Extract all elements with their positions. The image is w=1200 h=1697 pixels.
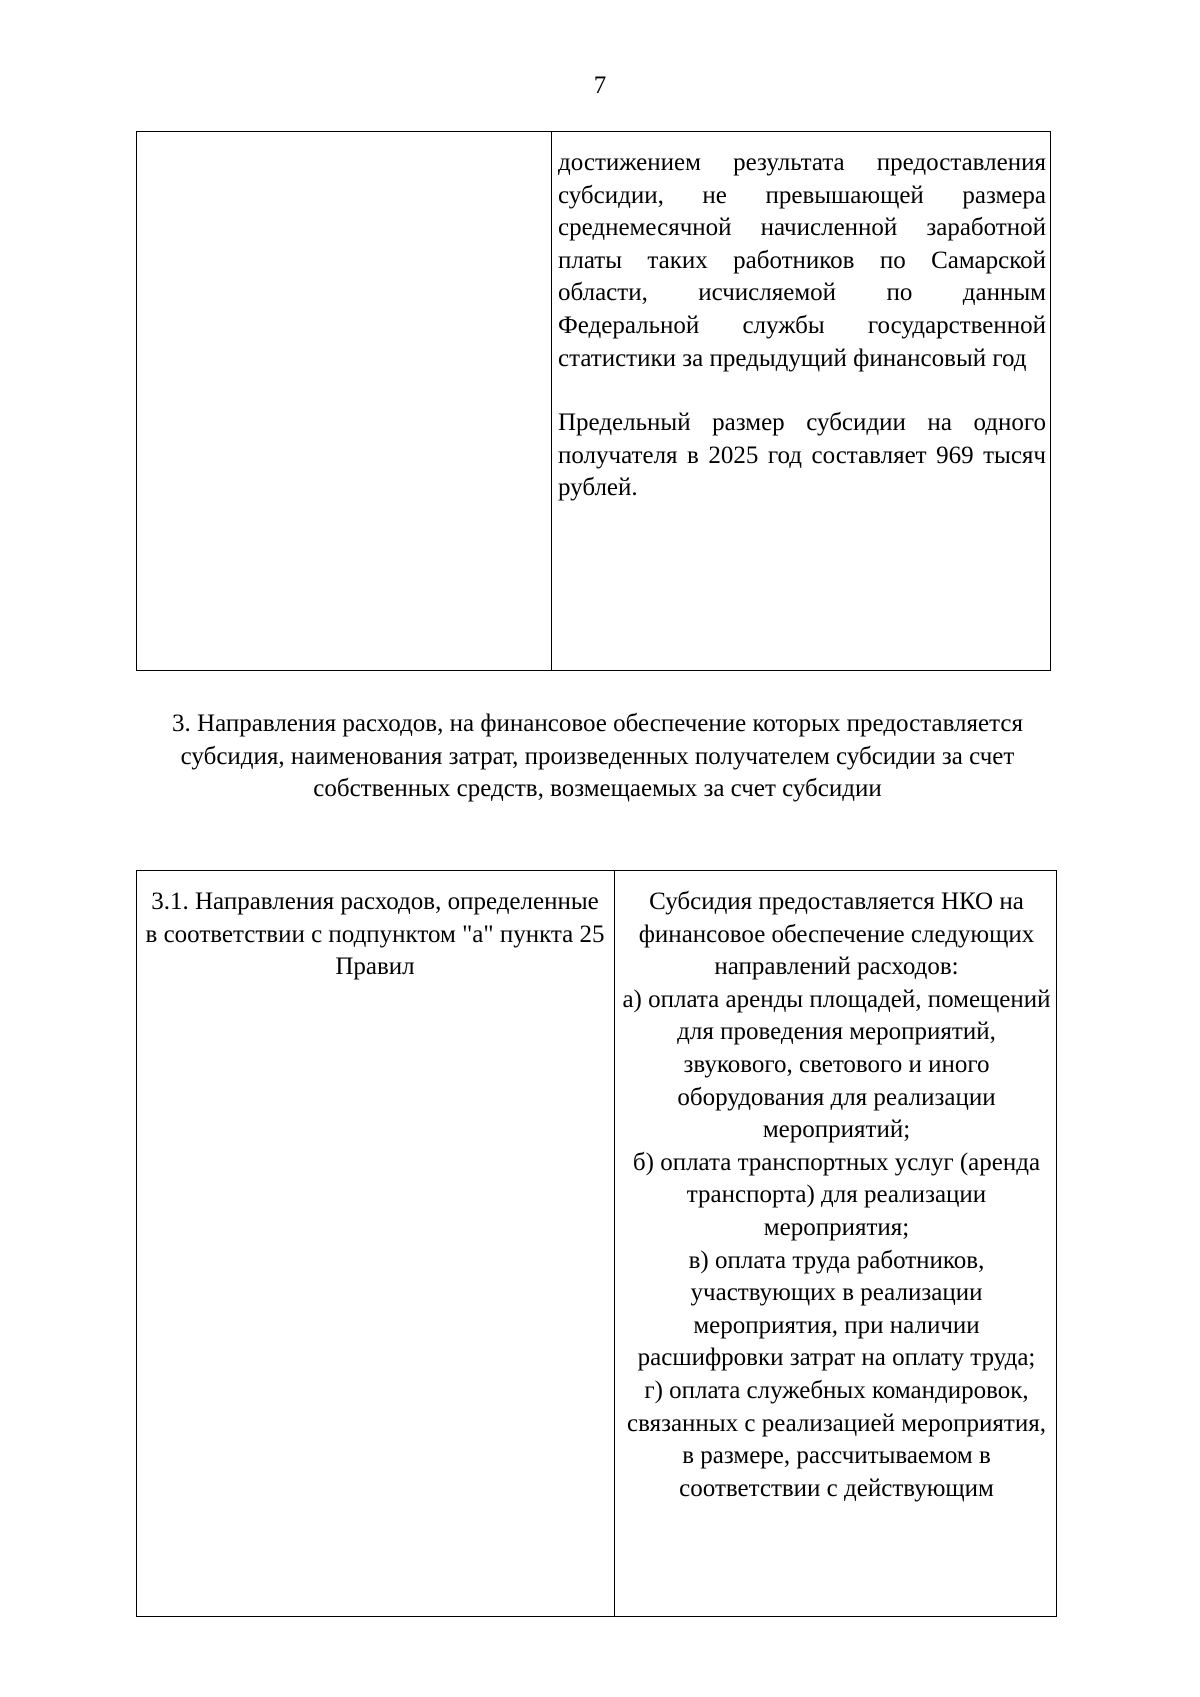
continuation-table: [136, 131, 1051, 671]
page-number: 7: [593, 72, 607, 99]
expense-item-a: а) оплата аренды площадей, помещений для проведения мероприятий, звукового, светового и иного оборудования для реализации мероприятий;: [622, 985, 1051, 1144]
max-subsidy-text: Предельный размер субсидии на одного получателя в 2025 год составляет 969 тысяч рублей.: [558, 409, 1046, 502]
table-cell-left: 3.1. Направления расходов, определенные в соответствии с подпунктом "а" пункта 25 Правил: [145, 888, 605, 981]
table-cell-right: [620, 886, 1053, 1505]
expense-item-g: г) оплата служебных командировок, связанных с реализацией мероприятия, в размере, рассчитываемом в соответствии с действующим: [627, 1376, 1046, 1502]
expense-item-b: б) оплата транспортных услуг (аренда транспорта) для реализации мероприятия;: [632, 1148, 1041, 1241]
subsidy-limit-text: достижением результата предоставления субсидии, не превышающей размера среднемесячной начисленной заработной платы таких работников по Самарской области, исчисляемой по данным Федеральной службы государственной статистики за предыдущий финансовый год: [558, 149, 1046, 372]
expenses-table: [136, 870, 1057, 1617]
paragraph-spacer: [558, 375, 1046, 407]
expenses-intro: Субсидия предоставляется НКО на финансовое обеспечение следующих направлений расходов:: [638, 888, 1035, 981]
table-column-divider: [551, 132, 552, 670]
expense-item-v: в) оплата труда работников, участвующих в реализации мероприятия, при наличии расшифровки затрат на оплату труда;: [637, 1246, 1036, 1372]
section-3-heading: 3. Направления расходов, на финансовое обеспечение которых предоставляется субсидия, наименования затрат, произведенных получателем субсидии за счет собственных средств, возмещаемых за счет субсидии: [172, 710, 1023, 803]
table-cell-right: [558, 147, 1046, 505]
table-column-divider: [614, 871, 615, 1616]
